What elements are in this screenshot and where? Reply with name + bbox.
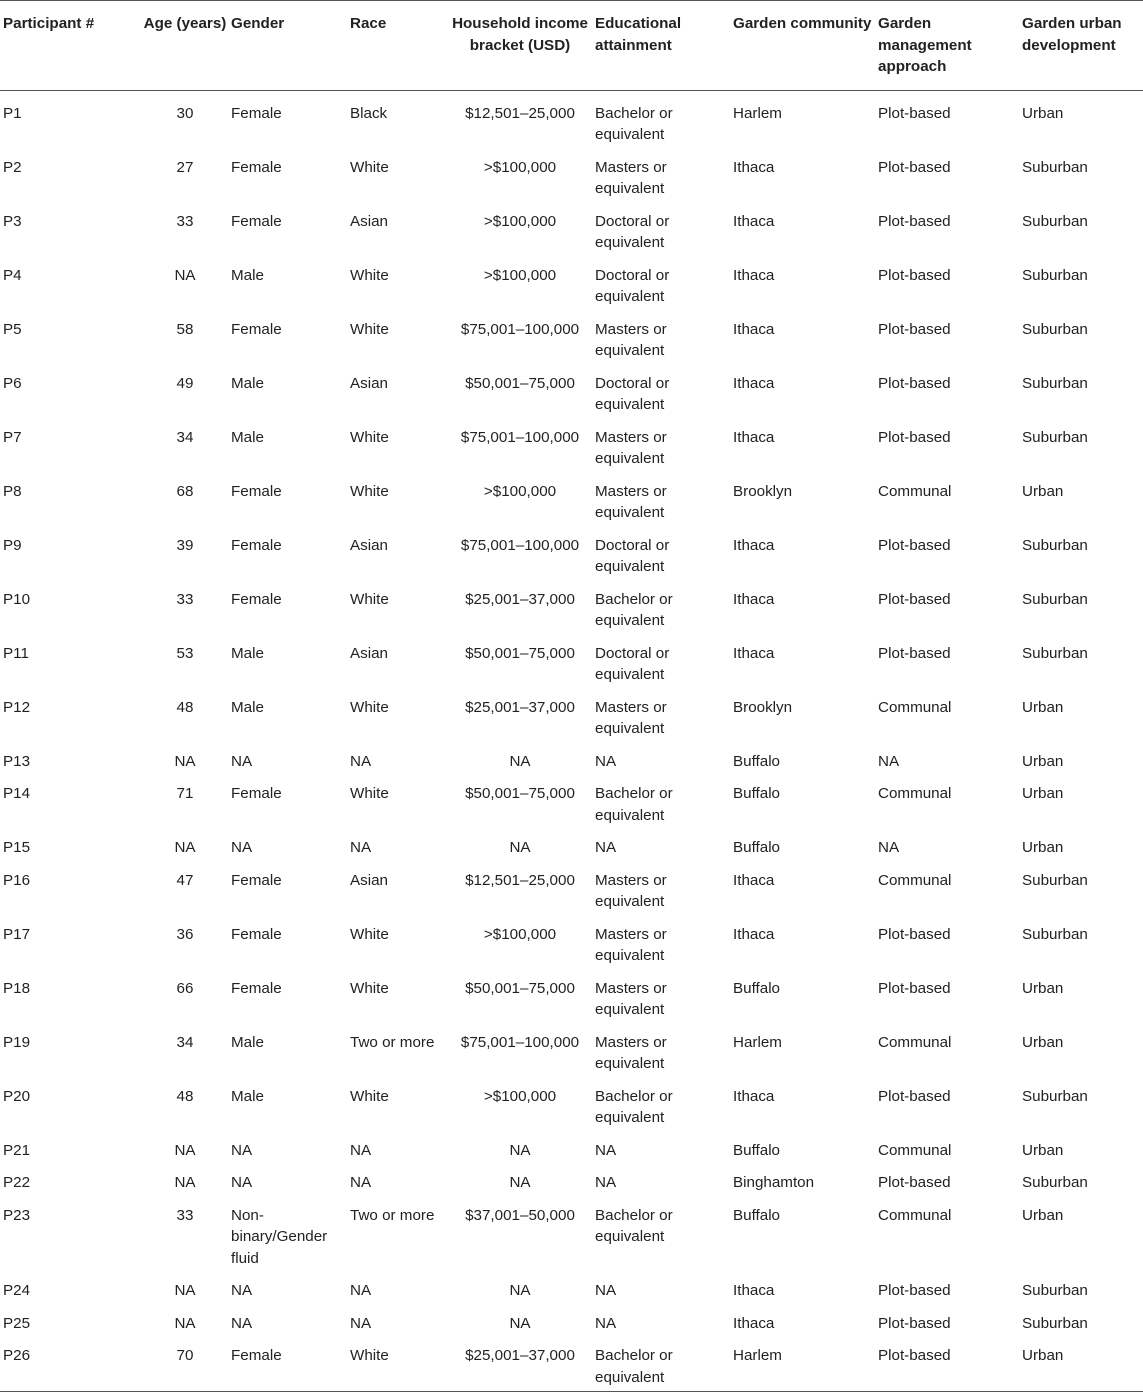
cell-management: Plot-based — [878, 644, 951, 662]
cell-participant: P20 — [3, 1087, 31, 1105]
cell-race: White — [350, 785, 389, 802]
table-row — [0, 1024, 1143, 1078]
cell-management: Plot-based — [878, 212, 951, 230]
cell-gender: NA — [231, 839, 253, 856]
cell-race: NA — [350, 1141, 372, 1159]
cell-development: Suburban — [1022, 266, 1088, 284]
cell-income: NA — [509, 1141, 531, 1159]
cell-age: NA — [174, 752, 196, 770]
cell-age: 47 — [176, 871, 194, 889]
cell-gender: Male — [231, 1033, 264, 1051]
cell-development: Suburban — [1022, 1087, 1088, 1105]
cell-gender: NA — [231, 1282, 253, 1299]
cell-age: NA — [174, 1141, 196, 1159]
table-row — [0, 149, 1143, 203]
cell-income: NA — [509, 839, 531, 856]
cell-race: White — [350, 158, 389, 176]
cell-participant: P1 — [3, 104, 22, 122]
cell-community: Ithaca — [733, 374, 775, 392]
cell-education: Masters or equivalent — [595, 1033, 667, 1072]
cell-education: Doctoral or equivalent — [595, 374, 670, 413]
cell-management: NA — [878, 752, 900, 770]
cell-education: Doctoral or equivalent — [595, 212, 670, 251]
cell-age: 49 — [176, 374, 194, 392]
cell-income: $12,501–25,000 — [465, 104, 575, 122]
cell-income: >$100,000 — [483, 158, 557, 176]
cell-race: Asian — [350, 536, 388, 554]
header-development: Garden urban development — [1022, 1, 1143, 91]
cell-management: Plot-based — [878, 1337, 1022, 1392]
cell-race: Two or more — [350, 1033, 435, 1051]
cell-race: Asian — [350, 871, 388, 889]
cell-participant: P12 — [3, 698, 31, 716]
cell-development: Urban — [1022, 1033, 1064, 1051]
table-row — [0, 203, 1143, 257]
cell-management: Communal — [878, 785, 952, 802]
cell-development: Suburban — [1022, 871, 1088, 889]
cell-age: 33 — [176, 212, 194, 230]
cell-community: Ithaca — [733, 590, 775, 608]
cell-age: 68 — [176, 482, 194, 500]
cell-age: 33 — [176, 1206, 194, 1224]
table-row — [0, 743, 1143, 776]
cell-race: NA — [350, 752, 372, 770]
cell-age: NA — [174, 839, 196, 856]
cell-education: Doctoral or equivalent — [595, 266, 670, 305]
cell-income: >$100,000 — [483, 925, 557, 943]
table-row — [0, 1272, 1143, 1305]
cell-gender: Male — [231, 1087, 264, 1105]
cell-age: 27 — [176, 158, 194, 176]
cell-gender: Female — [231, 871, 282, 889]
table-header — [0, 1, 1143, 91]
cell-community: Buffalo — [733, 785, 781, 802]
cell-participant: P2 — [3, 158, 22, 176]
table-body — [0, 90, 1143, 1392]
cell-community: Buffalo — [733, 839, 781, 856]
cell-race: NA — [350, 1282, 372, 1299]
cell-management: Plot-based — [878, 158, 951, 176]
cell-participant: P11 — [3, 644, 29, 662]
cell-income: >$100,000 — [483, 482, 557, 500]
cell-development: Suburban — [1022, 428, 1088, 446]
cell-gender: Male — [231, 266, 264, 284]
header-age: Age (years) — [139, 1, 231, 91]
cell-community: Ithaca — [733, 644, 775, 662]
cell-race: Black — [350, 104, 388, 122]
cell-gender: NA — [231, 1141, 253, 1159]
cell-gender: Female — [231, 979, 282, 997]
cell-participant: P7 — [3, 428, 22, 446]
cell-income: >$100,000 — [483, 266, 557, 284]
table-row — [0, 365, 1143, 419]
cell-development: Urban — [1022, 1141, 1064, 1159]
cell-development: Urban — [1022, 698, 1064, 716]
header-row — [0, 1, 1143, 91]
cell-participant: P18 — [3, 979, 31, 997]
cell-management: Communal — [878, 871, 952, 889]
cell-management: Plot-based — [878, 428, 951, 446]
cell-income: NA — [509, 1174, 531, 1191]
cell-participant: P5 — [3, 320, 22, 338]
cell-education: Masters or equivalent — [595, 320, 667, 359]
cell-education: Bachelor or equivalent — [595, 1337, 733, 1392]
cell-management: Communal — [878, 482, 952, 500]
cell-education: Bachelor or equivalent — [595, 785, 673, 824]
cell-age: NA — [174, 1314, 196, 1332]
cell-community: Buffalo — [733, 979, 781, 997]
cell-management: Plot-based — [878, 1174, 951, 1191]
cell-race: White — [350, 482, 389, 500]
cell-education: NA — [595, 752, 617, 770]
cell-gender: Female — [231, 590, 282, 608]
cell-management: Plot-based — [878, 1282, 951, 1299]
cell-income: $75,001–100,000 — [460, 1033, 580, 1051]
cell-gender: Male — [231, 698, 264, 716]
cell-management: Communal — [878, 1033, 952, 1051]
cell-development: Urban — [1022, 1337, 1143, 1392]
table-row — [0, 775, 1143, 829]
cell-participant: P14 — [3, 785, 31, 802]
cell-participant: P21 — [3, 1141, 31, 1159]
cell-participant: P15 — [3, 839, 31, 856]
cell-participant: P8 — [3, 482, 22, 500]
table-row — [0, 1132, 1143, 1165]
cell-age: 33 — [176, 590, 194, 608]
cell-participant: P3 — [3, 212, 22, 230]
cell-race: White — [350, 428, 389, 446]
cell-community: Harlem — [733, 1033, 782, 1051]
cell-community: Ithaca — [733, 536, 775, 554]
cell-development: Suburban — [1022, 212, 1088, 230]
table-row — [0, 581, 1143, 635]
cell-age: 70 — [139, 1337, 231, 1392]
cell-gender: NA — [231, 752, 253, 770]
cell-age: 36 — [176, 925, 194, 943]
cell-gender: Female — [231, 320, 282, 338]
cell-community: Ithaca — [733, 1282, 775, 1299]
cell-race: White — [350, 590, 389, 608]
cell-participant: P13 — [3, 752, 31, 770]
header-gender: Gender — [231, 1, 350, 91]
cell-income: NA — [509, 1314, 531, 1332]
cell-community: Ithaca — [733, 925, 775, 943]
cell-education: Masters or equivalent — [595, 698, 667, 737]
cell-gender: Male — [231, 374, 264, 392]
cell-participant: P10 — [3, 590, 31, 608]
cell-education: Doctoral or equivalent — [595, 536, 670, 575]
cell-race: White — [350, 698, 389, 716]
table-row — [0, 1337, 1143, 1392]
cell-gender: Female — [231, 104, 282, 122]
cell-development: Suburban — [1022, 158, 1088, 176]
table-row — [0, 90, 1143, 149]
cell-development: Suburban — [1022, 320, 1088, 338]
cell-income: $25,001–37,000 — [465, 698, 575, 716]
cell-gender: NA — [231, 1174, 253, 1191]
cell-community: Binghamton — [733, 1174, 815, 1191]
cell-income: >$100,000 — [483, 1087, 557, 1105]
cell-management: Plot-based — [878, 925, 951, 943]
cell-community: Buffalo — [733, 1206, 781, 1224]
cell-income: NA — [509, 752, 531, 770]
cell-community: Buffalo — [733, 752, 781, 770]
cell-participant: P6 — [3, 374, 22, 392]
header-participant: Participant # — [0, 1, 139, 91]
cell-participant: P26 — [0, 1337, 139, 1392]
cell-community: Ithaca — [733, 266, 775, 284]
cell-development: Urban — [1022, 1206, 1064, 1224]
cell-education: NA — [595, 1314, 617, 1332]
cell-education: Masters or equivalent — [595, 428, 667, 467]
table-row — [0, 419, 1143, 473]
cell-participant: P16 — [3, 871, 31, 889]
cell-participant: P22 — [3, 1174, 31, 1191]
cell-age: NA — [174, 1282, 196, 1299]
cell-education: Bachelor or equivalent — [595, 590, 673, 629]
cell-income: $50,001–75,000 — [465, 644, 575, 662]
cell-age: 30 — [176, 104, 194, 122]
cell-gender: Female — [231, 482, 282, 500]
cell-development: Urban — [1022, 104, 1064, 122]
table-row — [0, 635, 1143, 689]
cell-management: Plot-based — [878, 1314, 951, 1332]
cell-age: 34 — [176, 1033, 194, 1051]
table-row — [0, 829, 1143, 862]
table-row — [0, 916, 1143, 970]
cell-race: Asian — [350, 374, 388, 392]
cell-participant: P24 — [3, 1282, 31, 1299]
header-management: Garden management approach — [878, 1, 1022, 91]
header-race: Race — [350, 1, 445, 91]
table-row — [0, 257, 1143, 311]
cell-community: Brooklyn — [733, 482, 793, 500]
cell-income: $37,001–50,000 — [465, 1206, 575, 1224]
cell-management: Communal — [878, 1206, 952, 1224]
table-row — [0, 1197, 1143, 1273]
cell-community: Ithaca — [733, 428, 775, 446]
cell-management: Plot-based — [878, 1087, 951, 1105]
cell-age: 39 — [176, 536, 194, 554]
cell-community: Ithaca — [733, 158, 775, 176]
cell-education: Masters or equivalent — [595, 979, 667, 1018]
cell-age: NA — [174, 1174, 196, 1191]
cell-education: Bachelor or equivalent — [595, 1087, 673, 1126]
table-row — [0, 1078, 1143, 1132]
cell-education: NA — [595, 839, 617, 856]
cell-management: Plot-based — [878, 979, 951, 997]
cell-gender: Male — [231, 644, 264, 662]
cell-age: 48 — [176, 698, 194, 716]
header-education: Educational attainment — [595, 1, 733, 91]
cell-race: Two or more — [350, 1206, 435, 1224]
cell-gender: Female — [231, 158, 282, 176]
cell-development: Suburban — [1022, 536, 1088, 554]
cell-education: Bachelor or equivalent — [595, 1206, 673, 1245]
cell-income: $50,001–75,000 — [465, 979, 575, 997]
cell-development: Suburban — [1022, 644, 1088, 662]
cell-age: 71 — [176, 785, 194, 802]
cell-income: $50,001–75,000 — [465, 785, 575, 802]
table-row — [0, 1305, 1143, 1338]
cell-development: Suburban — [1022, 1282, 1088, 1299]
cell-development: Suburban — [1022, 374, 1088, 392]
cell-education: Doctoral or equivalent — [595, 644, 670, 683]
table-row — [0, 527, 1143, 581]
cell-development: Urban — [1022, 752, 1064, 770]
cell-development: Suburban — [1022, 1174, 1088, 1191]
cell-gender: Non-binary/Gender fluid — [231, 1206, 328, 1267]
cell-income: $25,001–37,000 — [445, 1337, 595, 1392]
cell-age: 66 — [176, 979, 194, 997]
cell-gender: Female — [231, 1337, 350, 1392]
cell-age: 58 — [176, 320, 194, 338]
table-row — [0, 970, 1143, 1024]
header-community: Garden community — [733, 1, 878, 91]
cell-community: Harlem — [733, 1337, 878, 1392]
cell-income: $12,501–25,000 — [465, 871, 575, 889]
cell-age: 53 — [176, 644, 194, 662]
cell-education: NA — [595, 1174, 617, 1191]
cell-gender: Female — [231, 212, 282, 230]
table-row — [0, 862, 1143, 916]
cell-income: $75,001–100,000 — [460, 320, 580, 338]
cell-race: NA — [350, 1314, 372, 1332]
cell-education: NA — [595, 1141, 617, 1159]
cell-management: Plot-based — [878, 536, 951, 554]
table-row — [0, 311, 1143, 365]
cell-race: NA — [350, 839, 372, 856]
cell-gender: Female — [231, 785, 282, 802]
cell-gender: Male — [231, 428, 264, 446]
cell-age: 34 — [176, 428, 194, 446]
cell-development: Suburban — [1022, 590, 1088, 608]
cell-participant: P19 — [3, 1033, 31, 1051]
cell-community: Ithaca — [733, 871, 775, 889]
cell-race: Asian — [350, 212, 388, 230]
cell-age: 48 — [176, 1087, 194, 1105]
cell-management: Communal — [878, 698, 952, 716]
cell-management: Plot-based — [878, 104, 951, 122]
cell-management: Plot-based — [878, 590, 951, 608]
cell-development: Urban — [1022, 482, 1064, 500]
cell-participant: P25 — [3, 1314, 31, 1332]
cell-education: Masters or equivalent — [595, 925, 667, 964]
cell-income: NA — [509, 1282, 531, 1299]
cell-development: Urban — [1022, 979, 1064, 997]
cell-gender: NA — [231, 1314, 253, 1332]
cell-participant: P4 — [3, 266, 22, 284]
cell-community: Ithaca — [733, 320, 775, 338]
cell-management: NA — [878, 839, 900, 856]
table-row — [0, 473, 1143, 527]
cell-race: Asian — [350, 644, 388, 662]
cell-race: White — [350, 1087, 389, 1105]
cell-income: $75,001–100,000 — [460, 428, 580, 446]
cell-community: Ithaca — [733, 1087, 775, 1105]
cell-race: White — [350, 266, 389, 284]
cell-education: Bachelor or equivalent — [595, 104, 673, 143]
cell-gender: Female — [231, 925, 282, 943]
cell-development: Suburban — [1022, 925, 1088, 943]
cell-participant: P17 — [3, 925, 31, 943]
cell-race: NA — [350, 1174, 372, 1191]
cell-race: White — [350, 925, 389, 943]
cell-participant: P23 — [3, 1206, 31, 1224]
cell-gender: Female — [231, 536, 282, 554]
cell-income: $25,001–37,000 — [465, 590, 575, 608]
cell-participant: P9 — [3, 536, 22, 554]
cell-community: Brooklyn — [733, 698, 793, 716]
cell-development: Urban — [1022, 785, 1064, 802]
cell-development: Suburban — [1022, 1314, 1088, 1332]
table-row — [0, 1164, 1143, 1197]
cell-race: White — [350, 979, 389, 997]
table-row — [0, 689, 1143, 743]
cell-community: Ithaca — [733, 1314, 775, 1332]
cell-community: Ithaca — [733, 212, 775, 230]
cell-community: Harlem — [733, 104, 782, 122]
cell-income: $50,001–75,000 — [465, 374, 575, 392]
cell-age: NA — [174, 266, 196, 284]
cell-development: Urban — [1022, 839, 1064, 856]
cell-management: Plot-based — [878, 266, 951, 284]
cell-education: Masters or equivalent — [595, 158, 667, 197]
cell-management: Communal — [878, 1141, 952, 1159]
cell-management: Plot-based — [878, 374, 951, 392]
cell-education: NA — [595, 1282, 617, 1299]
cell-community: Buffalo — [733, 1141, 781, 1159]
cell-education: Masters or equivalent — [595, 871, 667, 910]
cell-education: Masters or equivalent — [595, 482, 667, 521]
cell-income: >$100,000 — [483, 212, 557, 230]
header-income: Household income bracket (USD) — [445, 1, 595, 91]
cell-management: Plot-based — [878, 320, 951, 338]
cell-income: $75,001–100,000 — [460, 536, 580, 554]
cell-race: White — [350, 1337, 445, 1392]
cell-race: White — [350, 320, 389, 338]
